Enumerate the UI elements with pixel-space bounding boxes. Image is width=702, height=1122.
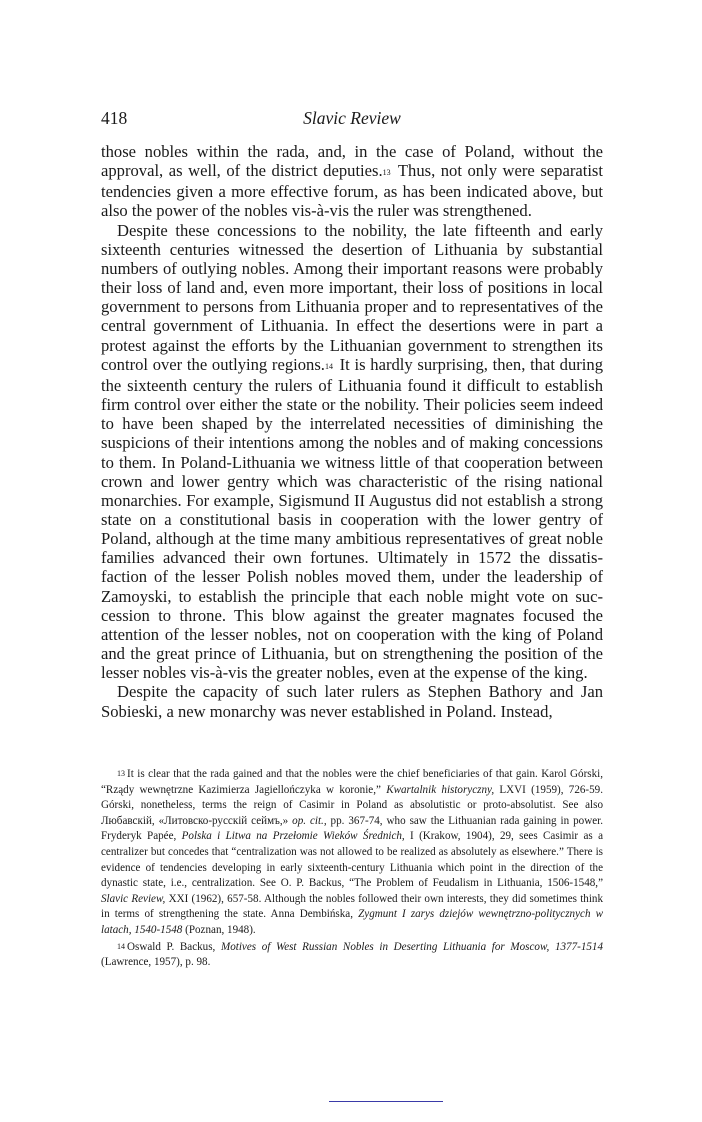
- footnote-13-text-a: It is clear that the rada gained and that the nobles were the chief beneficiaries of that gain. Karol Górski, “Rządy wewnętrzne Kazimierza Jagiellończyka w koronie,”: [101, 768, 603, 796]
- footnote-13-text-i: XXI (1962), 657-58. Although the nobles followed their own interests, they did sometimes think in terms of strengthening the state. Anna Dembińska,: [101, 892, 604, 921]
- footnote-13-text-c: LXVI (1959), 726-59. Górski, nonetheless, terms the reign of Casimir in Poland as absolutistic or proto-absolutist. See also Любавскій, «Литовско-русскій сеймъ,»: [101, 783, 603, 827]
- paragraph-2-text-cont: It is hardly surprising, then, that during the sixteenth century the rulers of Lithuania found it difficult to establish firm control over either the state or the nobility. Their policies seem indeed to have been shaped by the interrelated necessities of diminishing the suspicions of their intentions among the nobles and of making concessions to them. In Poland-Lithuania we witness little of that cooperation between crown and lower gentry which was characteristic of the rising national monarchies. For example, Sigismund II Augustus did not establish a strong state on a constitutional basis in cooperation with the lower gentry of Poland, although at the time many ambitious representatives of great noble families advanced their own fortunes. Ultimately in 1572 the dissatisfaction of the lesser Polish nobles moved them, under the leadership of Zamoyski, to establish the principle that each noble might vote on succession to throne. This blow against the greater magnates focused the attention of the lesser nobles, not on cooperation with the king of Poland and the great prince of Lithuania, but on strengthening the position of the lesser nobles vis-à-vis the greater nobles, even at the expense of the king.: [101, 354, 603, 683]
- paragraph-1-text-cont: Thus, not only were separatist tendencies given a more effective forum, as has been indicated above, but also the power of the nobles vis-à-vis the ruler was strengthened.: [101, 161, 604, 221]
- paragraph-3: Despite the capacity of such later rulers as Stephen Bathory and Jan Sobieski, a new monarchy was never established in Poland. Instead,: [101, 682, 603, 721]
- running-head: [101, 106, 603, 130]
- footnote-13-mark: 13: [117, 769, 125, 778]
- paragraph-1: [101, 142, 603, 221]
- footnote-13-text-k: (Poznan, 1948).: [182, 923, 256, 936]
- footnote-14: [101, 939, 603, 971]
- footnote-14-text-a: Oswald P. Backus,: [127, 940, 221, 953]
- footnote-13-text-f: Polska i Litwa na Przełomie Wieków Średnich,: [181, 830, 405, 843]
- footnote-13-text-j: Zygmunt I zarys dziejów wewnętrzno-politycznych w latach, 1540-1548: [101, 908, 603, 936]
- footnote-13-text-e: pp. 367-74, who saw the Lithuanian rada gaining in power. Fryderyk Papée,: [101, 814, 603, 843]
- paragraph-1-text: those nobles within the rada, and, in the case of Poland, without the approval, as well, of the district deputies.: [101, 142, 603, 181]
- footnote-ref-13: 13: [382, 168, 391, 178]
- body-text: [101, 142, 603, 721]
- footnote-14-text-b: Motives of West Russian Nobles in Deserting Lithuania for Moscow, 1377-1514: [220, 940, 604, 953]
- journal-title: Slavic Review: [303, 108, 401, 128]
- footnote-13-text-g: I (Krakow, 1904), 29, sees Casimir as a centralizer but concedes that “centralization was not allowed to be realized as absolutely as elsewhere.” There is evidence of tendencies developing in early sixteenth-century Lithuania which point in the direction of the dynastic state, i.e., centralization. See O. P. Backus, “The Problem of Feudalism in Lithuania, 1506-1548,”: [101, 830, 603, 890]
- footnotes: [101, 766, 603, 971]
- footnote-13-text-d: op. cit.,: [292, 814, 327, 827]
- bottom-rule: [329, 1101, 443, 1102]
- footnote-13: [101, 766, 603, 939]
- page-number: 418: [101, 108, 128, 128]
- paragraph-2-text: Despite these concessions to the nobility, the late fifteenth and early sixteenth centuries witnessed the desertion of Lithuania by substantial numbers of outlying nobles. Among their important reasons were probably their loss of land and, even more important, their loss of positions in local government to persons from Lithuania proper and to representatives of the central government of Lithuania. In effect the desertions were in part a protest against the efforts by the Lithuanian government to strengthen its control over the outlying regions.: [101, 220, 603, 374]
- footnote-13-text-b: Kwartalnik historyczny,: [386, 783, 495, 796]
- paragraph-2: [101, 221, 603, 683]
- footnote-13-text-h: Slavic Review,: [101, 892, 166, 905]
- footnote-14-mark: 14: [117, 941, 125, 951]
- footnote-14-text-c: (Lawrence, 1957), p. 98.: [101, 956, 211, 969]
- footnote-ref-14: 14: [324, 361, 333, 371]
